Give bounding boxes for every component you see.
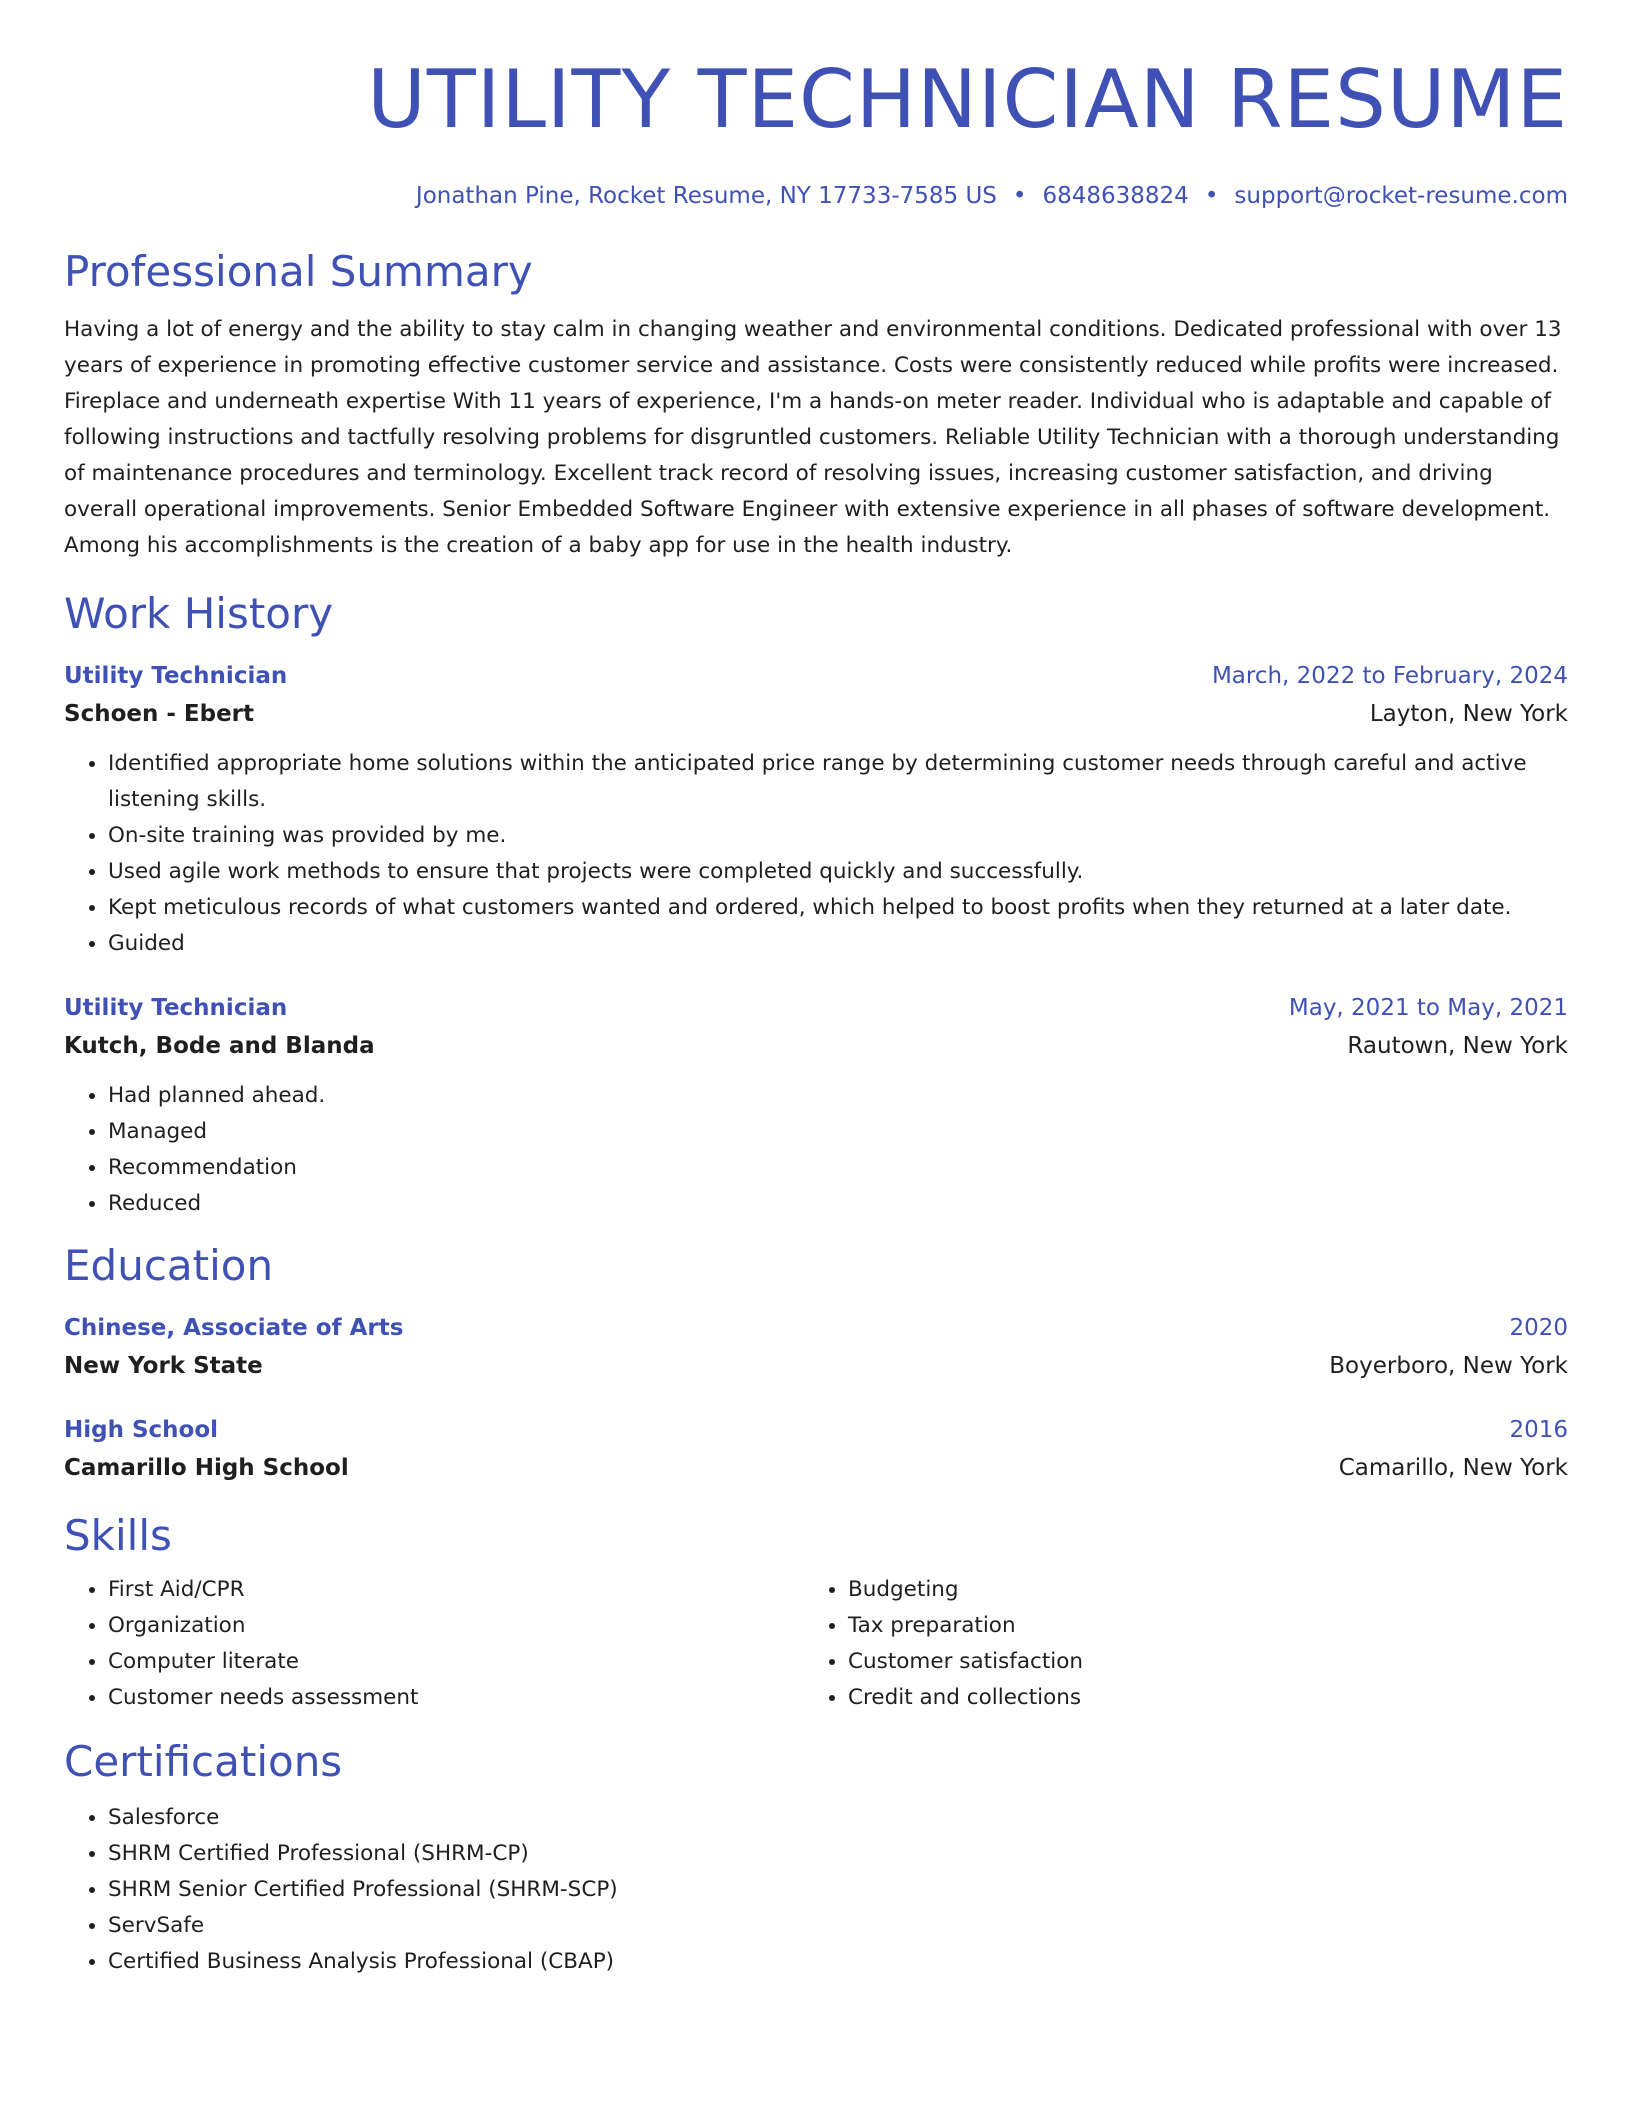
education-degree: High School [64,1417,219,1443]
certification-item: • ServSafe [108,1908,1568,1944]
skill-item: • Organization [108,1608,804,1644]
job-dates: May, 2021 to May, 2021 [1288,995,1568,1021]
education-location: Boyerboro, New York [1329,1353,1568,1379]
education-entry [64,1310,1568,1386]
education-school: New York State [64,1353,263,1379]
contact-email: support@rocket-resume.com [1234,183,1568,209]
job-header-row [64,658,1568,694]
job-bullets [64,746,1568,962]
education-entry [64,1412,1568,1488]
skill-item: • Tax preparation [848,1608,1544,1644]
contact-separator: • [1012,183,1027,209]
resume-title: UTILITY TECHNICIAN RESUME [367,53,1568,146]
job-bullet: • Kept meticulous records of what customers wanted and ordered, which helped to boost profits when they returned at a later date. [108,890,1568,926]
work-history-heading: Work History [64,589,334,638]
contact-phone: 6848638824 [1042,183,1189,209]
job-bullet: • Used agile work methods to ensure that projects were completed quickly and successfully. [108,854,1568,890]
skill-item: • Customer needs assessment [108,1680,804,1716]
job-bullets [64,1078,1568,1222]
skill-item: • Computer literate [108,1644,804,1680]
education-school-row [64,1448,1568,1488]
education-header-row [64,1310,1568,1346]
education-school-row [64,1346,1568,1386]
job-bullet: • Reduced [108,1186,1568,1222]
job-header-row [64,990,1568,1026]
job-entry [64,990,1568,1222]
education-year: 2020 [1509,1315,1568,1341]
skill-item: • Budgeting [848,1572,1544,1608]
job-location: Rautown, New York [1347,1033,1568,1059]
job-company: Schoen - Ebert [64,701,255,727]
job-company: Kutch, Bode and Blanda [64,1033,375,1059]
skill-item: • Customer satisfaction [848,1644,1544,1680]
contact-separator: • [1204,183,1219,209]
summary-text: Having a lot of energy and the ability to stay calm in changing weather and environmental conditions. Dedicated professional with over 13 years of experience in promoting effective customer service and assistance. Costs were consistently reduced while profits were increased. Fireplace and underneath expertise With 11 years of experience, I'm a hands-on meter reader. Individual who is adaptable and capable of following instructions and tactfully resolving problems for disgruntled customers. Reliable Utility Technician with a thorough understanding of maintenance procedures and terminology. Excellent track record of resolving issues, increasing customer satisfaction, and driving overall operational improvements. Senior Embedded Software Engineer with extensive experience in all phases of software development. Among his accomplishments is the creation of a baby app for use in the health industry. [64,317,1562,558]
job-bullet: • Identified appropriate home solutions within the anticipated price range by determining customer needs through careful and active listening skills. [108,746,1568,818]
skills-grid [64,1572,1568,1716]
certification-item: • Certified Business Analysis Professional (CBAP) [108,1944,1568,1980]
certification-item: • SHRM Certified Professional (SHRM-CP) [108,1836,1568,1872]
contact-line [64,180,1568,212]
skill-item: • Credit and collections [848,1680,1544,1716]
job-bullet: • Guided [108,926,1568,962]
job-dates: March, 2022 to February, 2024 [1211,663,1568,689]
certification-item: • Salesforce [108,1800,1568,1836]
certification-item: • SHRM Senior Certified Professional (SHRM-SCP) [108,1872,1568,1908]
education-year: 2016 [1509,1417,1568,1443]
certifications-heading: Certifications [64,1737,343,1786]
job-company-row [64,1026,1568,1066]
job-role: Utility Technician [64,995,288,1021]
education-degree: Chinese, Associate of Arts [64,1315,404,1341]
skill-item: • First Aid/CPR [108,1572,804,1608]
skills-list-right [804,1572,1544,1716]
job-role: Utility Technician [64,663,288,689]
job-company-row [64,694,1568,734]
job-bullet: • On-site training was provided by me. [108,818,1568,854]
certifications-list [64,1800,1568,1980]
skills-heading: Skills [64,1511,172,1560]
education-header-row [64,1412,1568,1448]
contact-address: Jonathan Pine, Rocket Resume, NY 17733-7585 US [415,183,997,209]
job-entry [64,658,1568,962]
job-bullet: • Had planned ahead. [108,1078,1568,1114]
education-heading: Education [64,1241,274,1290]
education-location: Camarillo, New York [1338,1455,1568,1481]
skills-list-left [64,1572,804,1716]
summary-heading: Professional Summary [64,247,533,296]
job-location: Layton, New York [1369,701,1568,727]
job-bullet: • Recommendation [108,1150,1568,1186]
job-bullet: • Managed [108,1114,1568,1150]
education-school: Camarillo High School [64,1455,349,1481]
